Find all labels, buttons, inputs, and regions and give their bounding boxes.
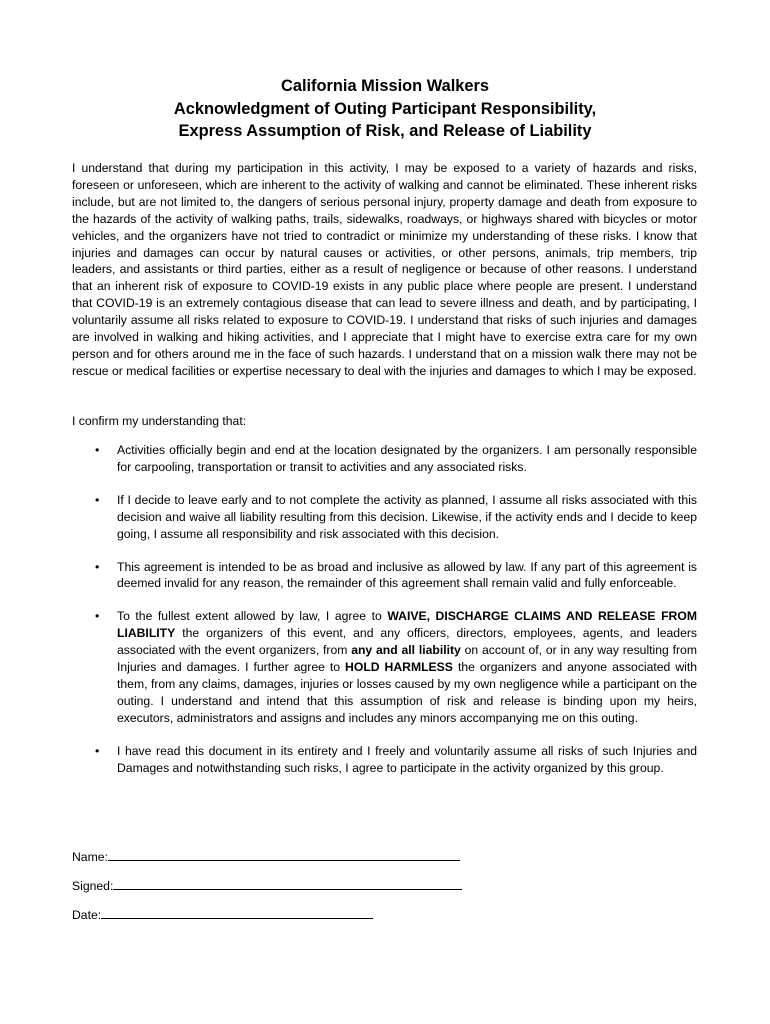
list-item [72, 608, 697, 726]
bullet-icon: • [95, 443, 100, 457]
bullet-icon: • [95, 559, 100, 574]
list-item [72, 559, 697, 593]
signature-field[interactable] [113, 877, 462, 890]
date-field[interactable] [101, 906, 373, 919]
signed-row [72, 877, 462, 894]
confirm-paragraph: I confirm my understanding that: [72, 414, 247, 428]
list-item [72, 743, 697, 777]
bullet-4-part: on account of, or in any way resulting from Injuries and damages. I further agree to [117, 643, 697, 675]
list-item [72, 442, 697, 476]
bullet-4-part: the organizers and anyone associated with them, from any claims, damages, injuries or losses caused by my own negligence while a participant on the outing. I understand and intend that this assumption of risk and release is binding upon my heirs, executors, administrators and assigns and includes any minors accompanying me on this outing. [117, 660, 698, 725]
bullet-icon: • [95, 609, 100, 624]
waive-release-emphasis: WAIVE, DISCHARGE CLAIMS AND RELEASE FROM LIABILITY [117, 609, 697, 641]
bullet-text-5: I have read this document in its entirety and I freely and voluntarily assume all risks of such Injuries and Damages and notwithstanding such risks, I agree to participate in the activity organized by this group. [117, 743, 697, 775]
bullet-4-part: the organizers of this event, and any officers, directors, employees, agents, and leaders associated with the event organizers, from [117, 626, 697, 658]
document-title [60, 75, 710, 143]
bullet-4-part: To the fullest extent allowed by law, I agree to [117, 609, 388, 624]
name-label: Name: [72, 850, 108, 864]
date-label: Date: [72, 908, 102, 922]
name-row [72, 848, 460, 865]
list-item [72, 492, 697, 543]
bullet-list [72, 442, 697, 793]
signed-label: Signed: [72, 879, 114, 893]
bullet-text-4 [117, 609, 697, 724]
bullet-text-3: This agreement is intended to be as broad and inclusive as allowed by law. If any part of this agreement is deemed invalid for any reason, the remainder of this agreement shall remain valid and fully enforceable. [117, 559, 697, 591]
title-line-2: Acknowledgment of Outing Participant Responsibility, [173, 99, 597, 118]
bullet-text-1: Activities officially begin and end at the location designated by the organizers. I am personally responsible for carpooling, transportation or transit to activities and any associated risks. [117, 443, 697, 474]
intro-paragraph: I understand that during my participation in this activity, I may be exposed to a variety of hazards and risks, foreseen or unforeseen, which are inherent to the activity of walking and cannot be eliminated. These inherent risks include, but are not limited to, the dangers of serious personal injury, property damage and death from exposure to the hazards of the activity of walking paths, trails, sidewalks, roadways, or highways shared with bicycles or motor vehicles, and the organizers have not tried to contradict or minimize my understanding of these risks. I know that injuries and damages can occur by natural causes or activities, or other persons, animals, trip members, trip leaders, and assistants or third parties, either as a result of negligence or because of other reasons. I understand that an inherent risk of exposure to COVID-19 exists in any public place where people are present. I understand that COVID-19 is an extremely contagious disease that can lead to severe illness and death, and by participating, I voluntarily assume all risks related to exposure to COVID-19. I understand that risks of such injuries and damages are involved in walking and hiking activities, and I appreciate that I might have to exercise extra care for my own person and for others around me in the face of such hazards. I understand that on a mission walk there may not be rescue or medical facilities or expertise necessary to deal with the injuries and damages to which I may be exposed. [72, 161, 697, 378]
title-line-1: California Mission Walkers [281, 77, 489, 95]
bullet-text-2: If I decide to leave early and to not complete the activity as planned, I assume all risks associated with this decision and waive all liability resulting from this decision. Likewise, if the activity ends and I decide to keep going, I assume all responsibility and risk associated with this decision. [117, 492, 697, 541]
bullet-icon: • [95, 743, 100, 758]
title-line-3: Express Assumption of Risk, and Release of Liability [178, 122, 592, 140]
any-all-liability-emphasis: any and all liability [351, 643, 461, 658]
hold-harmless-emphasis: HOLD HARMLESS [345, 660, 453, 675]
bullet-icon: • [95, 492, 100, 507]
name-field[interactable] [108, 848, 460, 861]
date-row [72, 906, 373, 923]
